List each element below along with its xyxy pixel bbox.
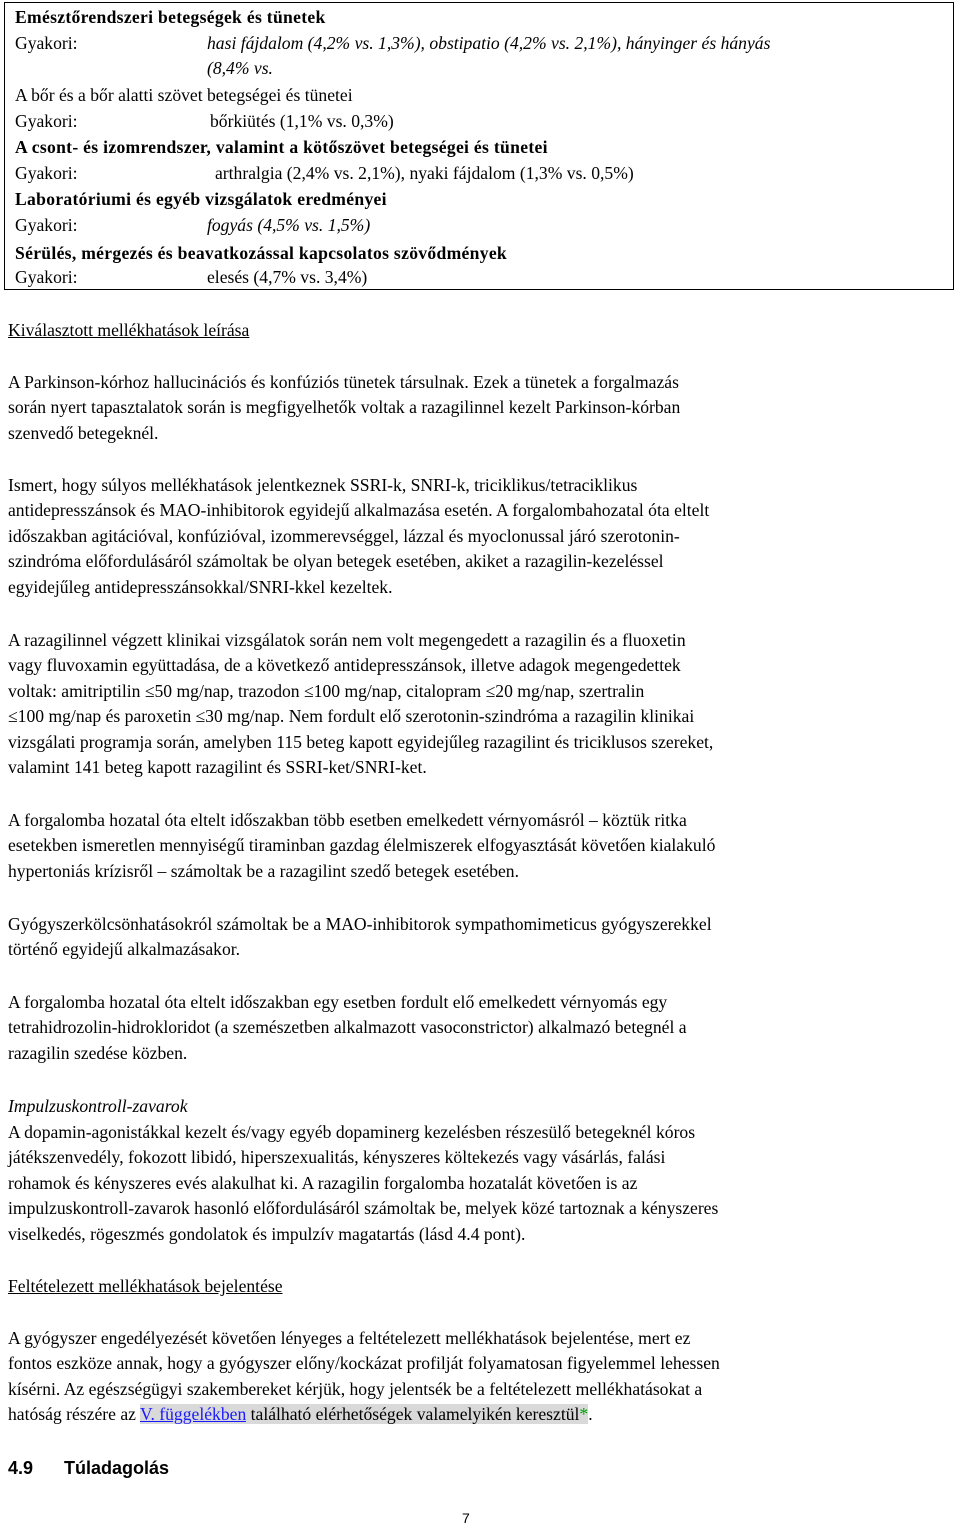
text-line-with-link — [8, 1402, 952, 1427]
asterisk-marker: * — [579, 1404, 589, 1425]
text-line: viselkedés, rögeszmés gondolatok és impulzív magatartás (lásd 4.4 pont). — [8, 1223, 526, 1244]
text-line: játékszenvedély, fokozott libidó, hiperszexualitás, kényszeres költekezés vagy vásárlás, falási — [8, 1147, 666, 1168]
text-line: hypertoniás krízisről – számoltak be a razagilint szedő betegek esetében. — [8, 860, 520, 881]
text-line: A gyógyszer engedélyezését követően lényeges a feltételezett mellékhatások bejelentése, mert ez — [8, 1328, 691, 1348]
section-heading-overdose — [8, 1456, 169, 1481]
text-line: esetekben ismeretlen mennyiségű tiraminban gazdag élelmiszerek elfogyasztását követően kialakuló — [8, 835, 716, 856]
text-segment-highlighted: található elérhetőségek valamelyikén keresztül — [246, 1404, 580, 1425]
text-segment: hatóság részére az — [8, 1404, 141, 1425]
effect-value: (8,4% vs. — [207, 58, 273, 78]
text-line: szindróma előfordulásáról számoltak be olyan betegek esetében, akiket a razagilin-kezeléssel — [8, 551, 664, 572]
table-category-header: Emésztőrendszeri betegségek és tünetek — [15, 7, 326, 27]
table-category-header: A csont- és izomrendszer, valamint a kötőszövet betegségei és tünetei — [15, 137, 548, 157]
paragraph-reporting — [8, 1326, 952, 1428]
effect-value: fogyás (4,5% vs. 1,5%) — [207, 215, 371, 235]
text-line: valamint 141 beteg kapott razagilint és SSRI-ket/SNRI-ket. — [8, 757, 427, 778]
text-line: Gyógyszerkölcsönhatásokról számoltak be a MAO-inhibitorok sympathomimeticus gyógyszerekkel — [8, 914, 712, 934]
section-heading-impulse-control: Impulzuskontroll-zavarok — [8, 1096, 188, 1116]
frequency-label: Gyakori: — [15, 163, 78, 183]
section-heading-selected-effects: Kiválasztott mellékhatások leírása — [8, 320, 250, 340]
text-line: szenvedő betegeknél. — [8, 422, 159, 443]
text-line: antidepresszánsok és MAO-inhibitorok egyidejű alkalmazása esetén. A forgalombahozatal óta eltelt — [8, 500, 710, 521]
table-category-header: Sérülés, mérgezés és beavatkozással kapcsolatos szövődmények — [15, 243, 508, 263]
text-line: során nyert tapasztalatok során is megfigyelhetők voltak a razagilinnel kezelt Parkinson-kórban — [8, 397, 681, 418]
effect-value: hasi fájdalom (4,2% vs. 1,3%), obstipatio (4,2% vs. 2,1%), hányinger és hányás — [207, 33, 771, 53]
paragraph-interactions — [8, 912, 952, 963]
text-line: rohamok és kényszeres evés alakulhat ki. A razagilin forgalomba hozatalát követően is az — [8, 1172, 638, 1193]
text-line: A forgalomba hozatal óta eltelt időszakban egy esetben fordult elő emelkedett vérnyomás egy — [8, 992, 668, 1012]
frequency-label: Gyakori: — [15, 111, 78, 131]
text-line: egyidejűleg antidepresszánsokkal/SNRI-kkel kezeltek. — [8, 576, 393, 597]
text-line: A forgalomba hozatal óta eltelt időszakban több esetben emelkedett vérnyomásról – köztük ritka — [8, 810, 687, 830]
heading-number: 4.9 — [8, 1458, 34, 1478]
text-line: impulzuskontroll-zavarok hasonló előfordulásáról számoltak be, melyek közé tartoznak a kényszeres — [8, 1198, 719, 1219]
effect-value: arthralgia (2,4% vs. 2,1%), nyaki fájdalom (1,3% vs. 0,5%) — [215, 163, 634, 183]
text-line: A razagilinnel végzett klinikai vizsgálatok során nem volt megengedett a razagilin és a fluoxetin — [8, 630, 686, 650]
frequency-label: Gyakori: — [15, 215, 78, 235]
paragraph-impulse-control — [8, 1120, 952, 1247]
section-heading-reporting: Feltételezett mellékhatások bejelentése — [8, 1276, 283, 1296]
paragraph-ssri — [8, 473, 952, 600]
text-line: voltak: amitriptilin ≤50 mg/nap, trazodon ≤100 mg/nap, citalopram ≤20 mg/nap, szertralin — [8, 680, 645, 701]
paragraph-clinical-trials — [8, 628, 952, 780]
text-line: fontos eszköze annak, hogy a gyógyszer előny/kockázat profilját folyamatosan figyelemmel lehessen — [8, 1353, 720, 1374]
table-category-header: A bőr és a bőr alatti szövet betegségei és tünetei — [15, 85, 353, 105]
paragraph-parkinson — [8, 370, 952, 446]
text-line: A Parkinson-kórhoz hallucinációs és konfúziós tünetek társulnak. Ezek a tünetek a forgalmazás — [8, 372, 679, 392]
text-line: vizsgálati programja során, amelyben 115 beteg kapott egyidejűleg razagilint és triciklusos szereket, — [8, 731, 714, 752]
text-segment: . — [588, 1404, 593, 1425]
text-line: vagy fluvoxamin együttadása, de a következő antidepresszánsok, illetve adagok megengedettek — [8, 655, 681, 676]
effect-value: elesés (4,7% vs. 3,4%) — [207, 267, 368, 287]
effect-value: bőrkiütés (1,1% vs. 0,3%) — [210, 111, 394, 131]
table-category-header: Laboratóriumi és egyéb vizsgálatok eredményei — [15, 189, 387, 209]
appendix-v-link[interactable]: V. függelékben — [140, 1404, 247, 1425]
text-line: történő egyidejű alkalmazásakor. — [8, 939, 241, 960]
text-line: tetrahidrozolin-hidrokloridot (a szemészetben alkalmazott vasoconstrictor) alkalmazó betegnél a — [8, 1017, 687, 1038]
heading-title: Túladagolás — [64, 1458, 170, 1478]
text-line: ≤100 mg/nap és paroxetin ≤30 mg/nap. Nem fordult elő szerotonin-szindróma a razagilin klinikai — [8, 706, 695, 727]
page-number: 7 — [462, 1510, 470, 1526]
text-line: A dopamin-agonistákkal kezelt és/vagy egyéb dopaminerg kezelésben részesülő betegeknél kóros — [8, 1122, 696, 1142]
paragraph-blood-pressure — [8, 808, 952, 884]
frequency-label: Gyakori: — [15, 33, 78, 53]
adverse-effects-table — [4, 2, 954, 290]
text-line: időszakban agitációval, konfúzióval, izommerevséggel, lázzal és myoclonussal járó szerotonin- — [8, 525, 680, 546]
paragraph-tetrahydrozoline — [8, 990, 952, 1066]
text-line: razagilin szedése közben. — [8, 1042, 188, 1063]
frequency-label: Gyakori: — [15, 267, 78, 287]
text-line: kísérni. Az egészségügyi szakembereket kérjük, hogy jelentsék be a feltételezett mellékhatásokat a — [8, 1378, 703, 1399]
text-line: Ismert, hogy súlyos mellékhatások jelentkeznek SSRI-k, SNRI-k, triciklikus/tetraciklikus — [8, 475, 638, 495]
